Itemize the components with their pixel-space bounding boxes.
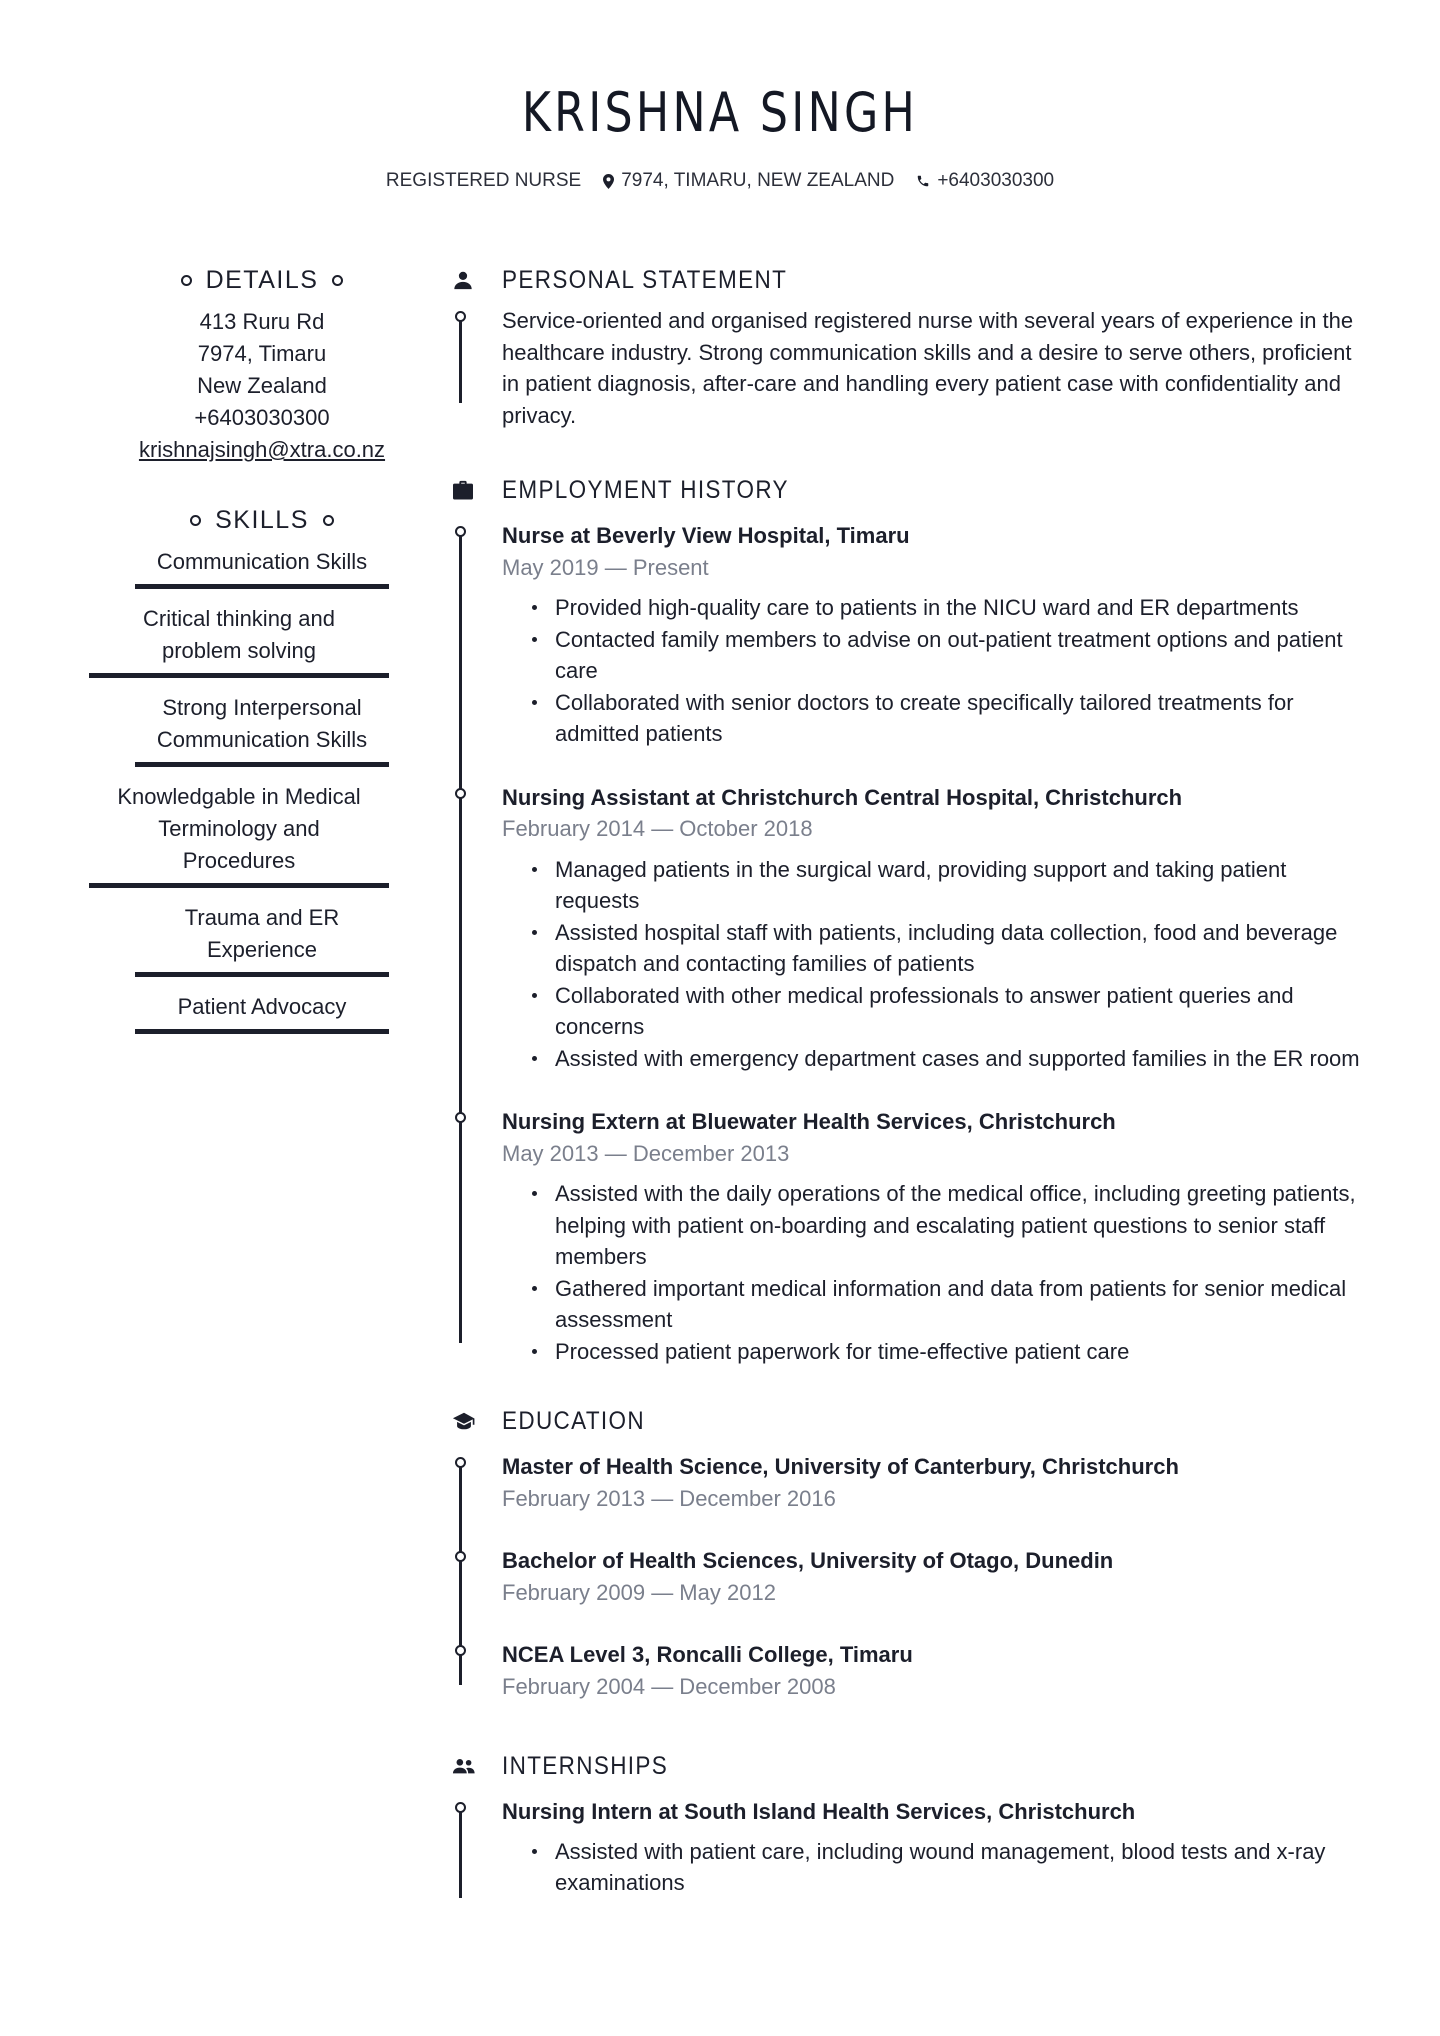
skill-item xyxy=(135,991,389,1034)
bullet-item: Assisted with the daily operations of the medical office, including greeting patients, helping with patient on-boarding and escalating patient questions to senior staff members xyxy=(555,1178,1360,1273)
details-block xyxy=(112,306,412,466)
degree-title: Master of Health Science, University of Canterbury, Christchurch xyxy=(502,1454,1179,1479)
person-icon xyxy=(440,262,482,298)
internship-entry xyxy=(502,1796,1360,1899)
ring-ornament-icon xyxy=(190,515,201,526)
candidate-name: KRISHNA SINGH xyxy=(521,81,919,144)
skill-label: Communication Skills xyxy=(156,549,368,574)
section-title: INTERNSHIPS xyxy=(502,1751,669,1780)
skills-title: SKILLS xyxy=(215,505,309,534)
right-column xyxy=(440,262,1360,1899)
internship-bullets xyxy=(502,1836,1360,1899)
phone-icon xyxy=(916,174,930,188)
job-entry xyxy=(502,1106,1360,1367)
job-dates: May 2019 — Present xyxy=(502,554,709,580)
bullet-item: Gathered important medical information and data from patients for senior medical assessment xyxy=(555,1273,1360,1336)
bullet-item: Collaborated with senior doctors to create specifically tailored treatments for admitted patients xyxy=(555,687,1360,750)
timeline-dot xyxy=(455,1645,466,1656)
education-entry xyxy=(502,1545,1360,1608)
bullet-item: Processed patient paperwork for time-effective patient care xyxy=(555,1336,1360,1368)
people-icon xyxy=(440,1748,482,1784)
location-text: 7974, TIMARU, NEW ZEALAND xyxy=(621,170,895,191)
skill-label: Patient Advocacy xyxy=(177,994,347,1019)
ring-ornament-icon xyxy=(323,515,334,526)
timeline-dot xyxy=(455,788,466,799)
left-column xyxy=(112,262,412,1048)
details-heading xyxy=(112,262,412,298)
timeline-dot xyxy=(455,1112,466,1123)
skills-heading xyxy=(112,502,412,538)
bullet-item: Assisted hospital staff with patients, including data collection, food and beverage dispatch and contacting families of patients xyxy=(555,917,1360,980)
job-bullets xyxy=(502,1178,1360,1367)
timeline-line xyxy=(459,313,462,403)
resume-header xyxy=(0,78,1440,192)
personal-statement-text: Service-oriented and organised registered nurse with several years of experience in the healthcare industry. Strong communication skills and a desire to serve others, proficient in patient diagnosis, after-care and handling every patient case with confidentiality and privacy. xyxy=(502,308,1354,428)
section-heading xyxy=(440,1403,1360,1439)
email-link[interactable]: krishnajsingh@xtra.co.nz xyxy=(138,437,386,462)
timeline-dot xyxy=(455,1551,466,1562)
job-bullets xyxy=(502,854,1360,1075)
details-phone: +6403030300 xyxy=(194,405,330,430)
bullet-item: Assisted with emergency department cases and supported families in the ER room xyxy=(555,1043,1360,1075)
timeline-line xyxy=(459,1806,462,1898)
internships-body xyxy=(502,1796,1360,1899)
personal-statement-section xyxy=(440,262,1360,431)
education-body xyxy=(502,1451,1360,1702)
education-entry xyxy=(502,1639,1360,1702)
skills-list xyxy=(112,546,412,1034)
job-title xyxy=(386,170,581,192)
phone-text: +6403030300 xyxy=(937,170,1055,191)
section-title: PERSONAL STATEMENT xyxy=(502,265,788,294)
graduation-cap-icon xyxy=(440,1403,482,1439)
skill-label: Knowledgable in Medical Terminology and Procedures xyxy=(117,784,361,873)
map-pin-icon xyxy=(603,174,614,189)
job-dates: May 2013 — December 2013 xyxy=(502,1140,790,1166)
job-title-text: REGISTERED NURSE xyxy=(385,170,582,191)
bullet-item: Assisted with patient care, including wound management, blood tests and x-ray examinations xyxy=(555,1836,1360,1899)
employment-body xyxy=(502,520,1360,1367)
ring-ornament-icon xyxy=(332,275,343,286)
section-title: EDUCATION xyxy=(502,1406,645,1435)
skill-item xyxy=(135,902,389,977)
skill-item xyxy=(135,546,389,589)
skill-label: Trauma and ER Experience xyxy=(184,905,340,962)
timeline-dot xyxy=(455,526,466,537)
details-title: DETAILS xyxy=(205,265,319,294)
degree-dates: February 2009 — May 2012 xyxy=(502,1579,776,1605)
timeline-dot xyxy=(455,311,466,322)
internships-section xyxy=(440,1748,1360,1899)
section-title: EMPLOYMENT HISTORY xyxy=(502,475,789,504)
briefcase-icon xyxy=(440,472,482,508)
skill-label: Strong Interpersonal Communication Skills xyxy=(156,695,368,752)
internship-title: Nursing Intern at South Island Health Services, Christchurch xyxy=(502,1799,1136,1824)
address-line-2: 7974, Timaru xyxy=(197,341,327,366)
bullet-item: Provided high-quality care to patients in the NICU ward and ER departments xyxy=(555,592,1360,624)
address-line-1: 413 Ruru Rd xyxy=(199,309,325,334)
timeline-dot xyxy=(455,1802,466,1813)
degree-dates: February 2004 — December 2008 xyxy=(502,1673,836,1699)
timeline-line xyxy=(459,530,462,1343)
job-title: Nursing Extern at Bluewater Health Services, Christchurch xyxy=(502,1109,1116,1134)
employment-section xyxy=(440,472,1360,1367)
skill-item xyxy=(89,781,389,888)
address-country: New Zealand xyxy=(197,373,327,398)
bullet-item: Managed patients in the surgical ward, providing support and taking patient requests xyxy=(555,854,1360,917)
section-heading xyxy=(440,262,1360,298)
degree-title: NCEA Level 3, Roncalli College, Timaru xyxy=(502,1642,913,1667)
personal-statement-body xyxy=(502,305,1360,431)
job-bullets xyxy=(502,592,1360,750)
section-heading xyxy=(440,1748,1360,1784)
education-section xyxy=(440,1403,1360,1702)
degree-title: Bachelor of Health Sciences, University of Otago, Dunedin xyxy=(502,1548,1114,1573)
skill-label: Critical thinking and problem solving xyxy=(143,606,335,663)
section-heading xyxy=(440,472,1360,508)
header-phone xyxy=(916,170,1054,192)
degree-dates: February 2013 — December 2016 xyxy=(502,1485,836,1511)
job-dates: February 2014 — October 2018 xyxy=(502,816,813,841)
job-title: Nurse at Beverly View Hospital, Timaru xyxy=(502,523,910,548)
bullet-item: Contacted family members to advise on out-patient treatment options and patient care xyxy=(555,624,1360,687)
ring-ornament-icon xyxy=(181,275,192,286)
job-entry xyxy=(502,782,1360,1075)
timeline-dot xyxy=(455,1457,466,1468)
education-entry xyxy=(502,1451,1360,1514)
bullet-item: Collaborated with other medical professionals to answer patient queries and concerns xyxy=(555,980,1360,1043)
header-subline xyxy=(0,170,1440,192)
header-location xyxy=(603,170,894,192)
job-title: Nursing Assistant at Christchurch Central Hospital, Christchurch xyxy=(502,784,1183,810)
job-entry xyxy=(502,520,1360,750)
skill-item xyxy=(89,603,389,678)
skill-item xyxy=(135,692,389,767)
